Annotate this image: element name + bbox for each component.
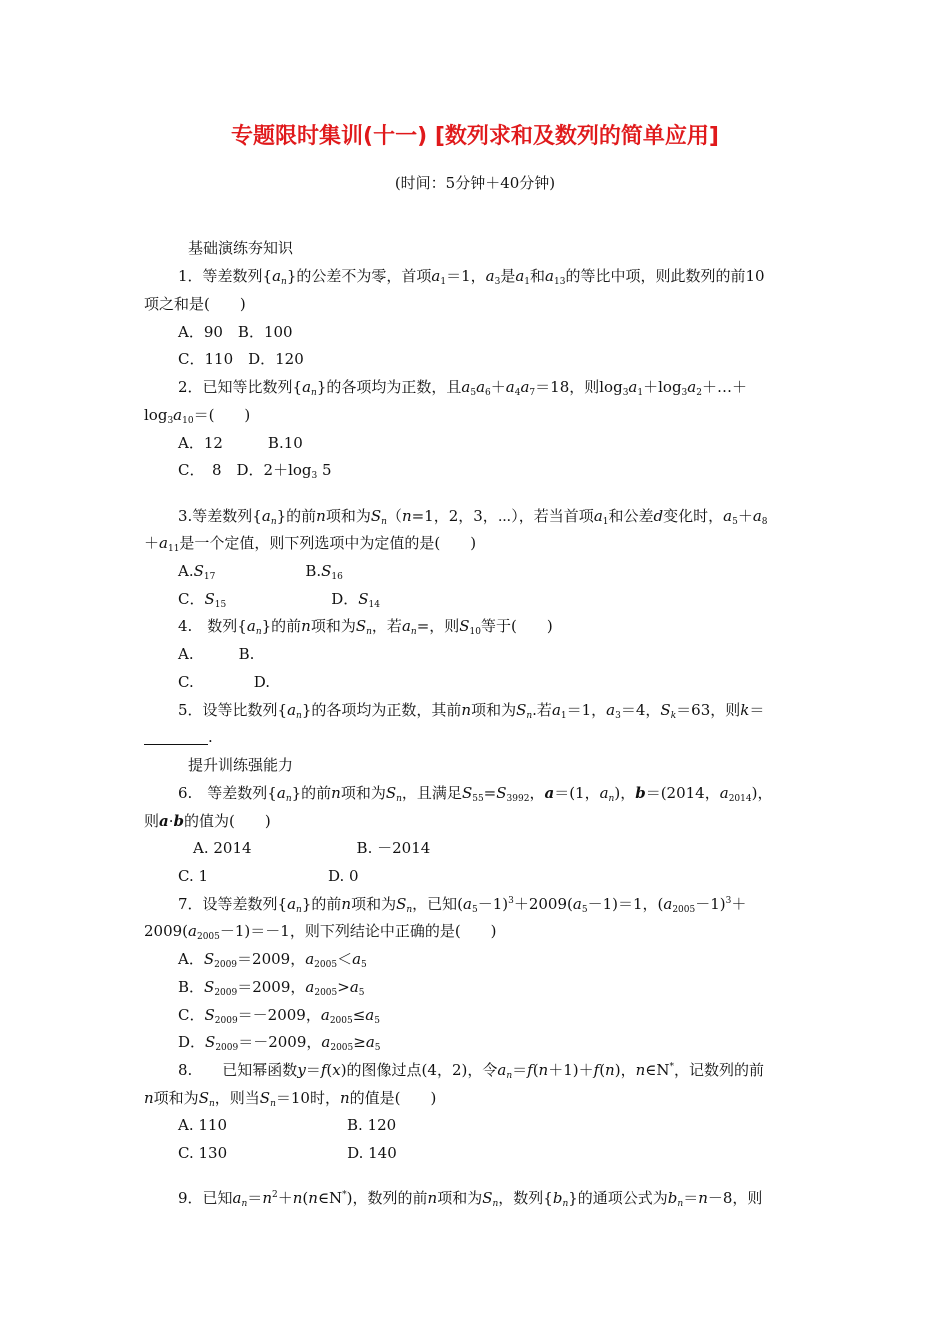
- question-3-line-2: $+a_{11}$是一个定值，则下列选项中为定值的是( ): [144, 534, 477, 554]
- page-title: 专题限时集训(十一) [数列求和及数列的简单应用]: [231, 124, 719, 149]
- question-2-options-ab: A．12 B.10: [178, 434, 303, 452]
- question-5-line-1: 5．设等比数列$\{a_n\}$的各项均为正数，其前n项和为$S_n$.若$a_1=1$，$a_3=4$，$S_k=63$，则k＝: [178, 701, 765, 721]
- question-2-options-cd: C． 8 D．$2+\log_3$ 5: [178, 461, 332, 481]
- question-7-line-1: 7．设等差数列$\{a_n\}$的前n项和为$S_n$，已知$(a_5-1)^3+2009(a_5-1)=1$，$(a_{2005}-1)^3+$: [178, 895, 747, 915]
- question-2-line-1: 2．已知等比数列$\{a_n\}$的各项均为正数，且$a_5a_6+a_4a_7=18$，则$\log_3a_1+\log_3a_2+\dots+$: [178, 378, 747, 398]
- question-3-options-cd: C．$S_{15}$ D．$S_{14}$: [178, 590, 380, 610]
- question-2-line-2: $\log_3a_{10}=$( ): [144, 406, 251, 426]
- question-8-options-ab: A. 110 B. 120: [178, 1116, 397, 1134]
- question-7-option-b: B．$S_{2009}=2009$，$a_{2005}>a_5$: [178, 978, 365, 998]
- question-8-line-1: 8. 已知幂函数y＝f(x)的图像过点(4，2)，令$a_n=f(n+1)+f(n)$，n∈N*，记数列的前: [178, 1061, 764, 1081]
- question-6-line-2: 则a·b的值为( ): [144, 812, 271, 830]
- question-7-option-c: C．$S_{2009}=-2009$，$a_{2005}\le a_5$: [178, 1006, 380, 1026]
- time-note: (时间：5分钟＋40分钟): [394, 174, 556, 192]
- question-1-line-1: 1．等差数列$\{a_n\}$的公差不为零，首项$a_1=1$，$a_3$是$a_1$和$a_{13}$的等比中项，则此数列的前10: [178, 267, 765, 287]
- question-1-options-ab: A．90 B．100: [178, 323, 293, 341]
- question-7-option-d: D．$S_{2009}=-2009$，$a_{2005}\ge a_5$: [178, 1033, 381, 1053]
- question-4-options-ab: A. B.: [178, 645, 255, 663]
- question-7-line-2: $2009(a_{2005}-1)=-1$，则下列结论中正确的是( ): [144, 922, 497, 942]
- answer-blank[interactable]: [144, 730, 208, 745]
- question-4-line-1: 4. 数列$\{a_n\}$的前n项和为$S_n$，若$a_n=$，则$S_{10}$等于( ): [178, 617, 553, 637]
- question-8-options-cd: C. 130 D. 140: [178, 1144, 397, 1162]
- question-8-line-2: n项和为$S_n$，则当$S_n=10$时，n的值是( ): [144, 1089, 437, 1109]
- question-4-options-cd: C. D.: [178, 673, 270, 691]
- question-6-line-1: 6. 等差数列$\{a_n\}$的前n项和为$S_n$，且满足$S_{55}=S_{3992}$，a＝(1，$a_n$)，b＝(2014，$a_{2014}$)，: [178, 784, 773, 804]
- question-5-line-2: .: [144, 727, 213, 747]
- question-6-options-ab: A. 2014 B. －2014: [178, 839, 431, 857]
- question-9-line-1: 9．已知$a_n=n^2+n(n\in N^*)$，数列的前n项和为$S_n$，数列$\{b_n\}$的通项公式为$b_n=n-8$，则: [178, 1189, 763, 1209]
- question-3-options-ab: $A.S_{17}$ $B.S_{16}$: [178, 562, 343, 582]
- question-3-line-1: 3.等差数列$\{a_n\}$的前n项和为$S_n(n=1$，2，3，⋯），若当首项$a_1$和公差d变化时，$a_5+a_8$: [178, 507, 768, 527]
- question-1-line-2: 项之和是( ): [144, 295, 246, 313]
- section-heading-basic: 基础演练夯知识: [188, 239, 294, 257]
- question-7-option-a: A．$S_{2009}=2009$，$a_{2005}<a_5$: [178, 950, 367, 970]
- question-1-options-cd: C．110 D．120: [178, 350, 304, 368]
- section-heading-advanced: 提升训练强能力: [188, 756, 294, 774]
- question-6-options-cd: C. 1 D. 0: [178, 867, 359, 885]
